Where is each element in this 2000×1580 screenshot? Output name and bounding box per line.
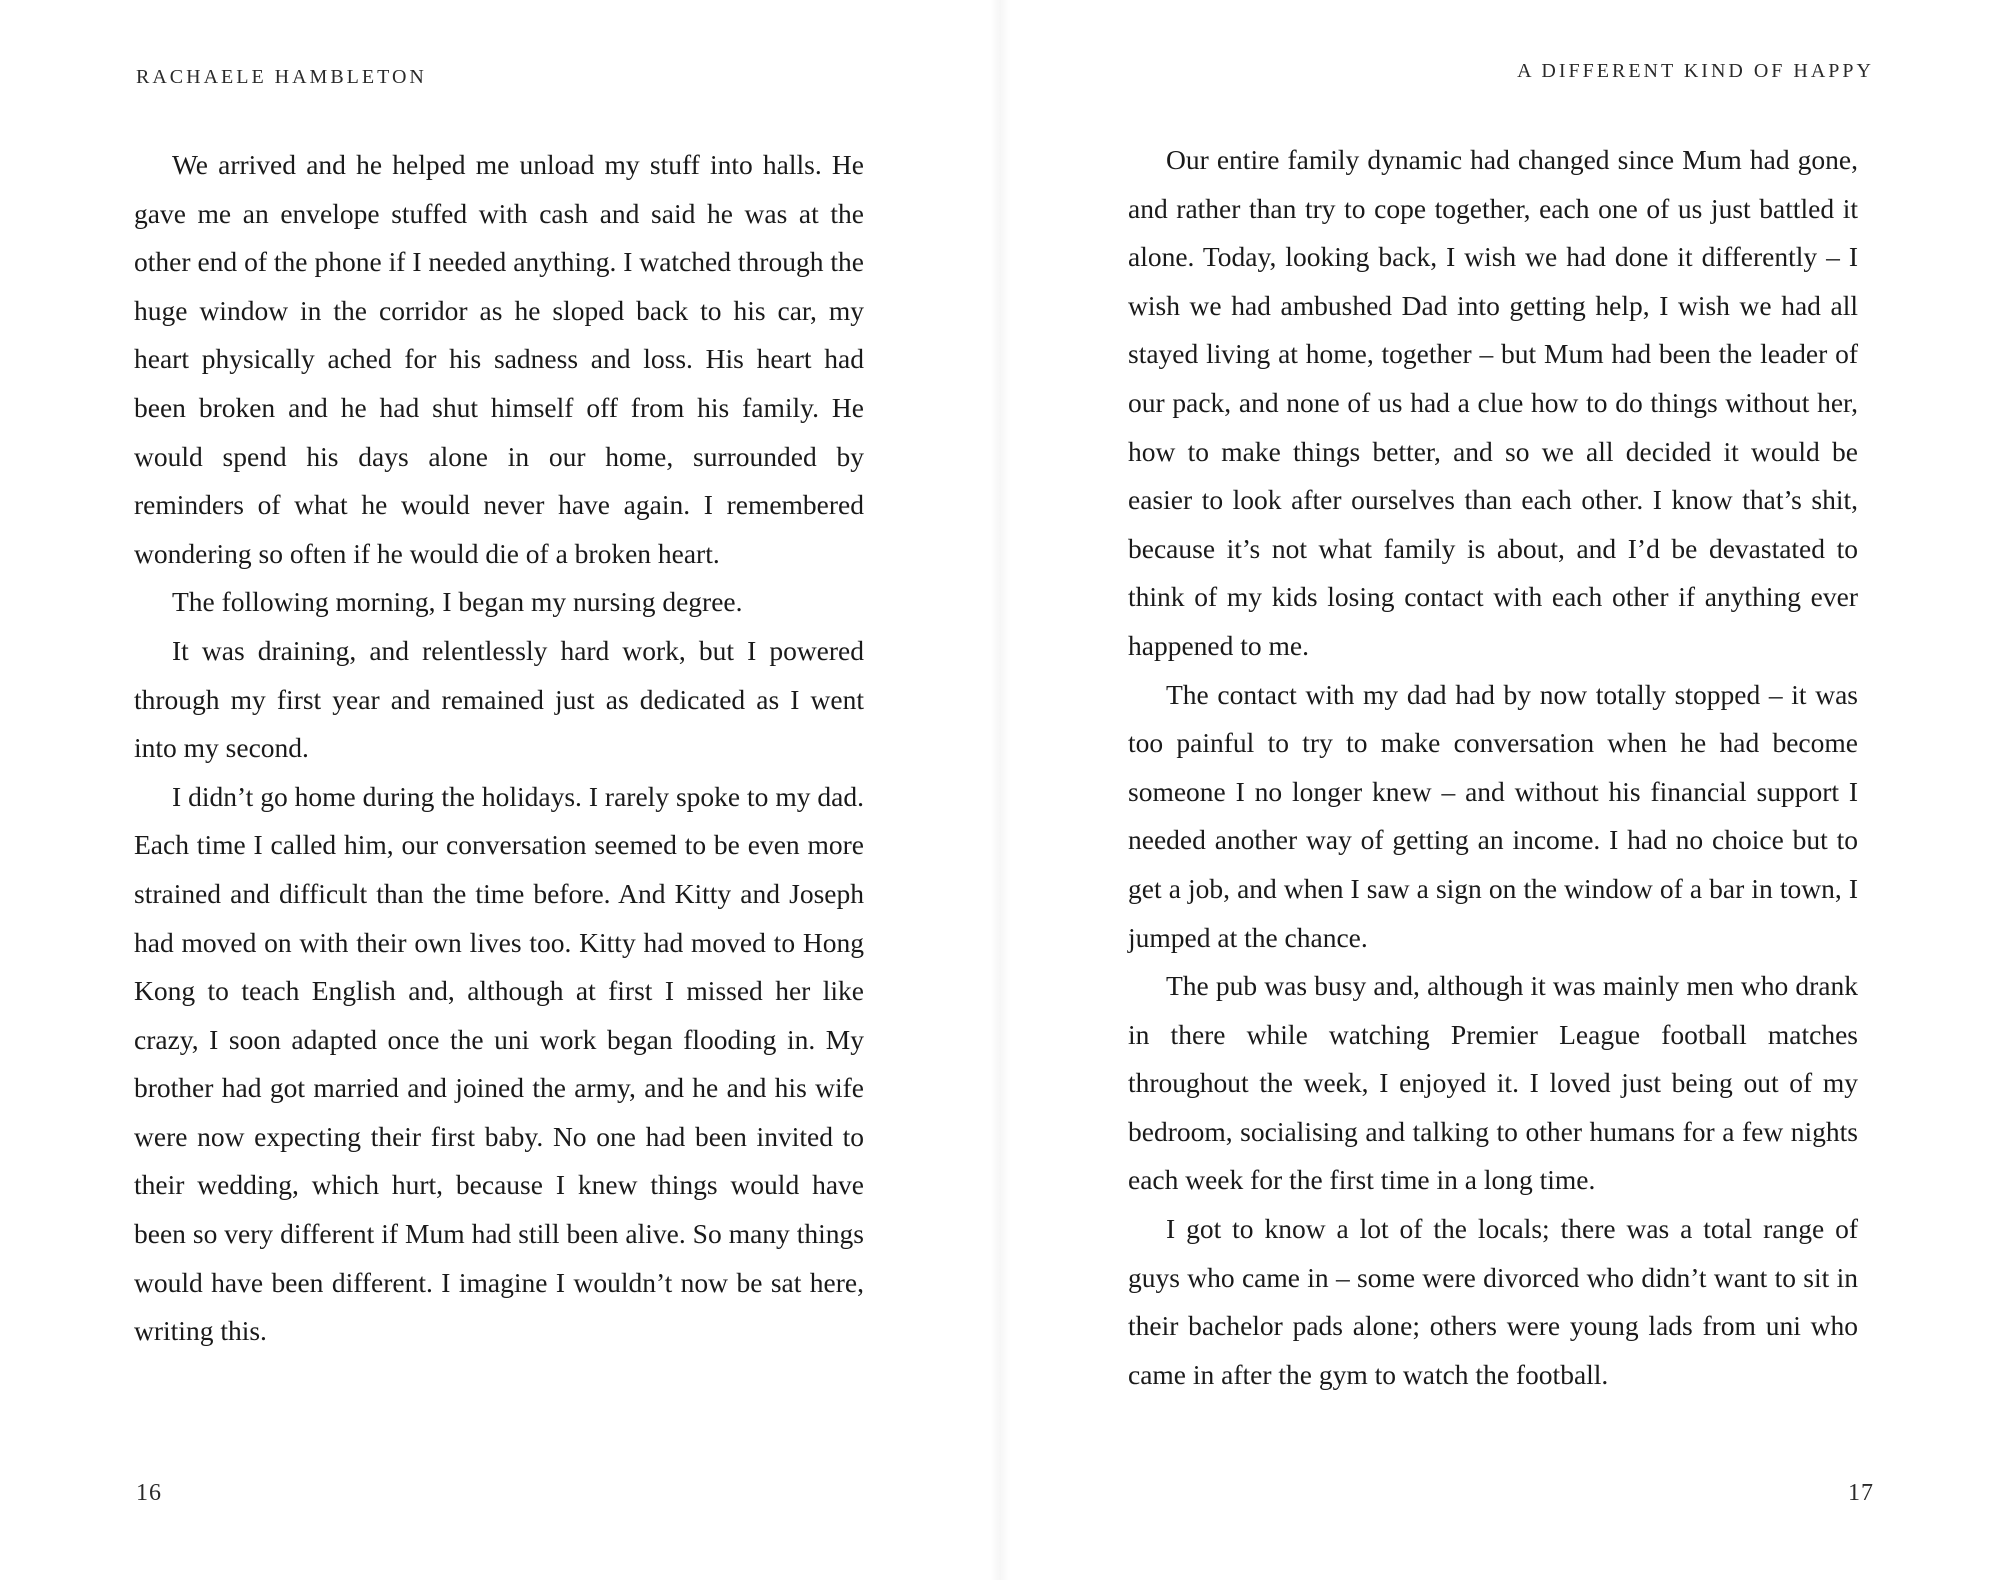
right-page (1000, 0, 2000, 1580)
paragraph: The following morning, I began my nursing degree. (172, 586, 743, 618)
paragraph: The contact with my dad had by now totally stopped – it was too painful to try to make conversation when he had become someone I no longer knew – and without his financial support I needed another way of getting an income. I had no choice but to get a job, and when I saw a sign on the window of a bar in town, I jumped at the chance. (1128, 678, 1858, 953)
running-head-title: A DIFFERENT KIND OF HAPPY (1517, 60, 1874, 82)
paragraph: We arrived and he helped me unload my stuff into halls. He gave me an envelope stuffed with cash and said he was at the other end of the phone if I needed anything. I watched through the huge window in the corridor as he sloped back to his car, my heart physically ached for his sadness and loss. His heart had been broken and he had shut himself off from his family. He would spend his days alone in our home, surrounded by reminders of what he would never have again. I remembered wondering so often if he would die of a broken heart. (134, 149, 864, 569)
running-head-author: RACHAELE HAMBLETON (136, 66, 427, 88)
paragraph: The pub was busy and, although it was mainly men who drank in there while watching Premier League football matches throughout the week, I enjoyed it. I loved just being out of my bedroom, socialising and talking to other humans for a few nights each week for the first time in a long time. (1128, 970, 1858, 1196)
body-text (1128, 136, 1858, 1399)
paragraph: I got to know a lot of the locals; there was a total range of guys who came in – some were divorced who didn’t want to sit in their bachelor pads alone; others were young lads from uni who came in after the gym to watch the football. (1128, 1213, 1858, 1390)
page-number: 16 (136, 1480, 162, 1506)
page-number: 17 (1848, 1480, 1874, 1506)
paragraph: Our entire family dynamic had changed since Mum had gone, and rather than try to cope together, each one of us just battled it alone. Today, looking back, I wish we had done it differently – I wish we had ambushed Dad into getting help, I wish we had all stayed living at home, together – but Mum had been the leader of our pack, and none of us had a clue how to do things without her, how to make things better, and so we all decided it would be easier to look after ourselves than each other. I know that’s shit, because it’s not what family is about, and I’d be devastated to think of my kids losing contact with each other if anything ever happened to me. (1128, 144, 1858, 661)
paragraph: I didn’t go home during the holidays. I rarely spoke to my dad. Each time I called him, our conversation seemed to be even more strained and difficult than the time before. And Kitty and Joseph had moved on with their own lives too. Kitty had moved to Hong Kong to teach English and, although at first I missed her like crazy, I soon adapted once the uni work began flooding in. My brother had got married and joined the army, and he and his wife were now expecting their first baby. No one had been invited to their wedding, which hurt, because I knew things would have been so very different if Mum had still been alive. So many things would have been different. I imagine I wouldn’t now be sat here, writing this. (134, 780, 864, 1347)
body-text (134, 141, 864, 1356)
paragraph: It was draining, and relentlessly hard work, but I powered through my first year and remained just as dedicated as I went into my second. (134, 634, 864, 764)
